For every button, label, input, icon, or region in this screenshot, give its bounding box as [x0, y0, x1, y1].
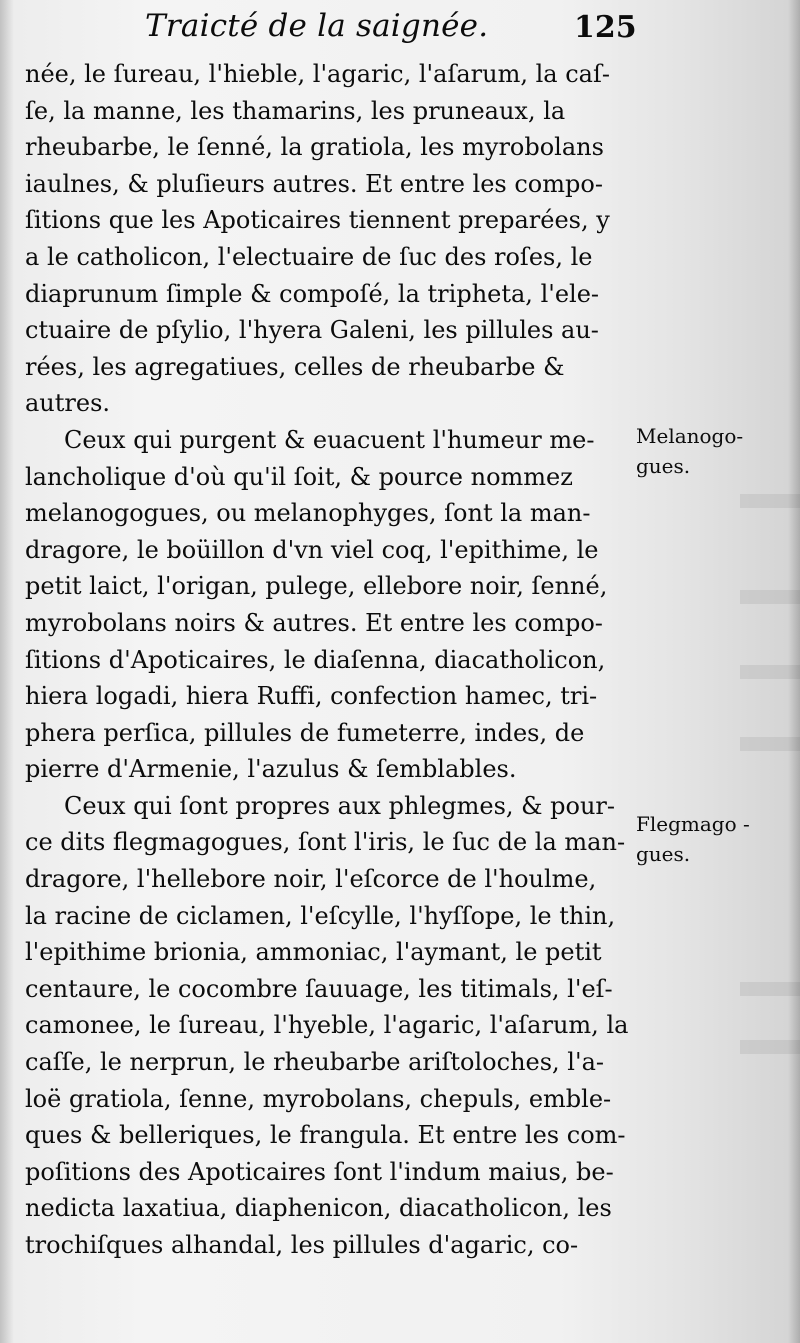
margin-note-flegmagogues	[636, 809, 750, 869]
text-line: pierre d'Armenie, l'azulus & ſemblables.	[25, 755, 517, 784]
main-text-block	[25, 56, 645, 1264]
text-line: ſitions que les Apoticaires tiennent preparées, y	[25, 206, 610, 235]
text-line: dragore, l'hellebore noir, l'eſcorce de l'houlme,	[25, 865, 597, 894]
show-through-mark	[740, 1040, 800, 1054]
text-line: ctuaire de pſylio, l'hyera Galeni, les pillules au-	[25, 316, 599, 345]
text-line: phera perſica, pillules de fumeterre, indes, de	[25, 718, 585, 747]
text-line: ſitions d'Apoticaires, le diaſenna, diacatholicon,	[25, 645, 606, 674]
text-line: centaure, le cocombre ſauuage, les titimals, l'eſ-	[25, 974, 613, 1003]
text-line: la racine de ciclamen, l'eſcylle, l'hyſſope, le thin,	[25, 901, 616, 930]
margin-note-line: Melanogo-	[636, 424, 744, 448]
text-line: née, le ſureau, l'hieble, l'agaric, l'aſarum, la caſ-	[25, 60, 610, 88]
text-line: diaprunum ſimple & compoſé, la tripheta, l'ele-	[25, 279, 600, 308]
show-through-mark	[740, 590, 800, 604]
text-line: dragore, le boüillon d'vn viel coq, l'epithime, le	[25, 535, 599, 564]
text-line: l'epithime brionia, ammoniac, l'aymant, le petit	[25, 938, 602, 967]
text-line: nedicta laxatiua, diaphenicon, diacatholicon, les	[25, 1194, 612, 1223]
paragraph-start-line: Ceux qui ſont propres aux phlegmes, & pour-	[64, 791, 616, 820]
paragraph-start-line: Ceux qui purgent & euacuent l'humeur me-	[64, 425, 595, 454]
show-through-mark	[740, 494, 800, 508]
text-line: caſſe, le nerprun, le rheubarbe ariſtoloches, l'a-	[25, 1048, 604, 1077]
running-head: Traicté de la saignée.	[145, 8, 489, 44]
text-line: ques & belleriques, le frangula. Et entre les com-	[25, 1121, 626, 1150]
binding-shadow	[0, 0, 14, 1343]
text-line: camonee, le ſureau, l'hyeble, l'agaric, l'aſarum, la	[25, 1011, 629, 1040]
text-line: poſitions des Apoticaires ſont l'indum maius, be-	[25, 1157, 614, 1186]
show-through-mark	[740, 982, 800, 996]
show-through-mark	[740, 737, 800, 751]
text-line: a le catholicon, l'electuaire de ſuc des roſes, le	[25, 242, 593, 271]
text-line: trochiſques alhandal, les pillules d'agaric, co-	[25, 1231, 579, 1259]
text-line: rheubarbe, le ſenné, la gratiola, les myrobolans	[25, 133, 604, 162]
text-line: ſe, la manne, les thamarins, les pruneaux, la	[25, 96, 566, 125]
margin-note-line: gues.	[636, 842, 691, 866]
text-line: ce dits flegmagogues, ſont l'iris, le ſuc de la man-	[25, 828, 626, 857]
text-line: rées, les agregatiues, celles de rheubarbe &	[25, 352, 565, 381]
page-number: 125	[574, 10, 637, 45]
text-line: iaulnes, & pluſieurs autres. Et entre les compo-	[25, 169, 603, 198]
text-line: melanogogues, ou melanophyges, ſont la man-	[25, 499, 591, 528]
margin-note-melanogogues	[636, 421, 743, 481]
text-line: petit laict, l'origan, pulege, ellebore noir, ſenné,	[25, 572, 608, 601]
text-line: myrobolans noirs & autres. Et entre les compo-	[25, 608, 603, 637]
text-line: lancholique d'où qu'il ſoit, & pource nommez	[25, 462, 573, 491]
text-line: autres.	[25, 389, 111, 418]
text-line: hiera logadi, hiera Ruffi, confection hamec, tri-	[25, 682, 598, 711]
margin-note-line: gues.	[636, 454, 691, 478]
margin-note-line: Flegmago -	[636, 812, 750, 836]
text-line: loë gratiola, ſenne, myrobolans, chepuls, emble-	[25, 1084, 612, 1113]
show-through-mark	[740, 665, 800, 679]
